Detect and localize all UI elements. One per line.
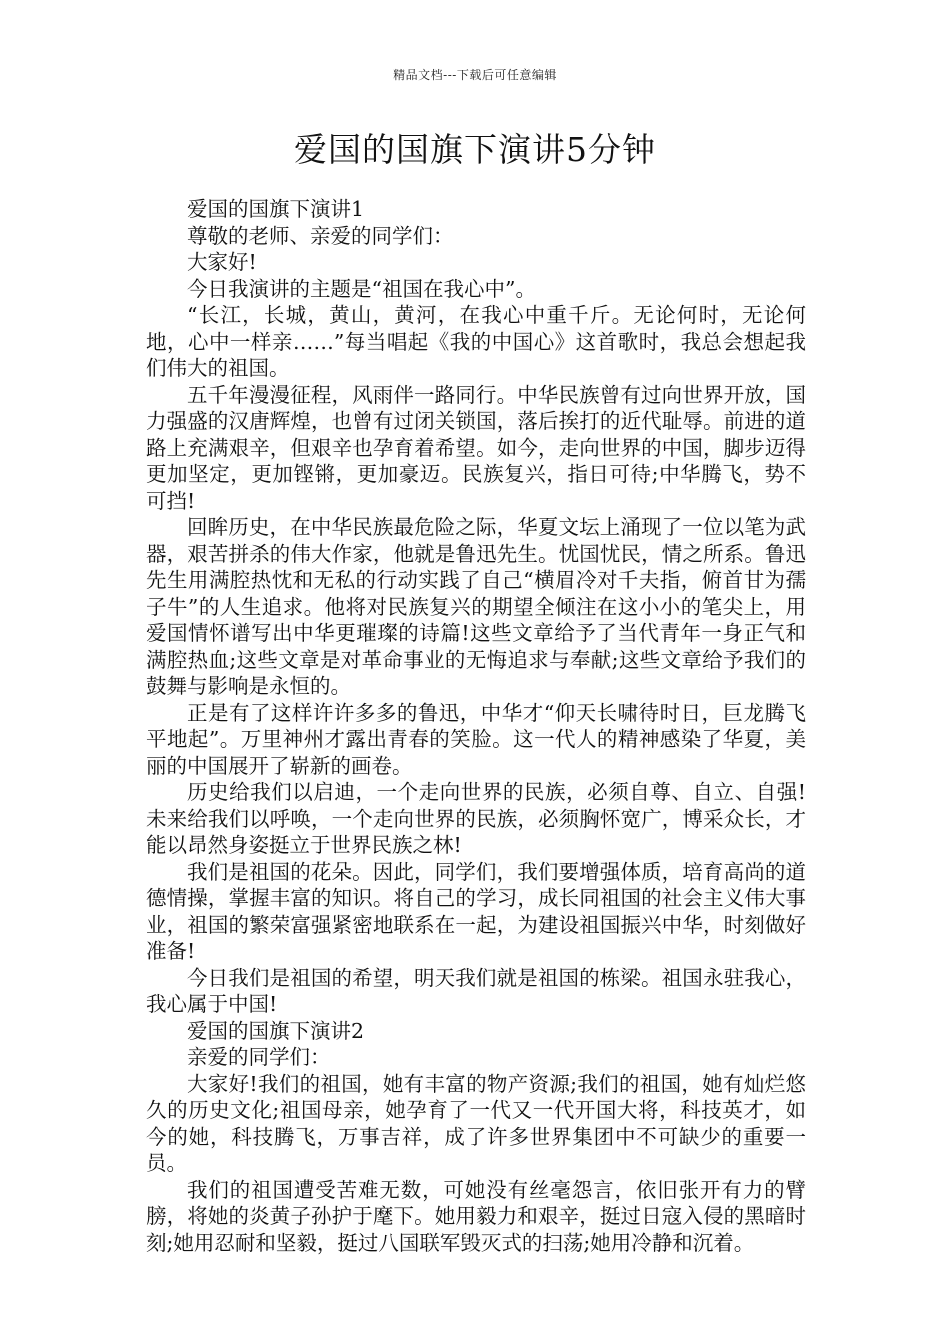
section-heading-2: 爱国的国旗下演讲2 bbox=[187, 1018, 365, 1043]
salutation: 亲爱的同学们： bbox=[187, 1045, 331, 1069]
header-note: 精品文档---下载后可任意编辑 bbox=[393, 68, 557, 82]
paragraph: 回眸历史，在中华民族最危险之际，华夏文坛上涌现了一位以笔为武器，艰苦拼杀的伟大作家，他就是鲁迅先生。忧国忧民，情之所系。鲁迅先生用满腔热忱和无私的行动实践了自己“横眉冷对千夫指，俯首甘为孺子牛”的人生追求。他将对民族复兴的期望全倾注在这小小的笔尖上，用爱国情怀谱写出中华更璀璨的诗篇!这些文章给予了当代青年一身正气和满腔热血;这些文章是对革命事业的无悔追求与奉献;这些文章给予我们的鼓舞与影响是永恒的。 bbox=[146, 515, 806, 698]
document-body bbox=[146, 196, 806, 1256]
paragraph: 今日我演讲的主题是“祖国在我心中”。 bbox=[187, 276, 536, 301]
document-title: 爱国的国旗下演讲5分钟 bbox=[294, 130, 656, 169]
paragraph: 我们的祖国遭受苦难无数，可她没有丝毫怨言，依旧张开有力的臂膀，将她的炎黄子孙护于麾下。她用毅力和艰辛，挺过日寇入侵的黑暗时刻;她用忍耐和坚毅，挺过八国联军毁灭式的扫荡;她用冷静和沉着。 bbox=[146, 1177, 806, 1255]
greeting: 大家好! bbox=[187, 250, 257, 274]
section-heading-1: 爱国的国旗下演讲1 bbox=[187, 197, 365, 221]
paragraph: 今日我们是祖国的希望，明天我们就是祖国的栋梁。祖国永驻我心，我心属于中国! bbox=[146, 965, 806, 1016]
paragraph: 我们是祖国的花朵。因此，同学们，我们要增强体质，培育高尚的道德情操，掌握丰富的知识。将自己的学习，成长同祖国的社会主义伟大事业，祖国的繁荣富强紧密地联系在一起，为建设祖国振兴中华，时刻做好准备! bbox=[146, 859, 806, 963]
paragraph: 五千年漫漫征程，风雨伴一路同行。中华民族曾有过向世界开放，国力强盛的汉唐辉煌，也曾有过闭关锁国，落后挨打的近代耻辱。前进的道路上充满艰辛，但艰辛也孕育着希望。如今，走向世界的中国，脚步迈得更加坚定，更加铿锵，更加豪迈。民族复兴，指日可待;中华腾飞，势不可挡! bbox=[146, 382, 806, 513]
paragraph: “长江，长城，黄山，黄河，在我心中重千斤。无论何时，无论何地，心中一样亲……”每当唱起《我的中国心》这首歌时，我总会想起我们伟大的祖国。 bbox=[146, 303, 806, 380]
paragraph: 历史给我们以启迪，一个走向世界的民族，必须自尊、自立、自强!未来给我们以呼唤，一个走向世界的民族，必须胸怀宽广，博采众长，才能以昂然身姿挺立于世界民族之林! bbox=[146, 780, 806, 857]
paragraph: 正是有了这样许许多多的鲁迅，中华才“仰天长啸待时日，巨龙腾飞平地起”。万里神州才露出青春的笑脸。这一代人的精神感染了华夏，美丽的中国展开了崭新的画卷。 bbox=[146, 700, 806, 778]
salutation: 尊敬的老师、亲爱的同学们： bbox=[187, 223, 454, 248]
paragraph: 大家好!我们的祖国，她有丰富的物产资源;我们的祖国，她有灿烂悠久的历史文化;祖国母亲，她孕育了一代又一代开国大将，科技英才，如今的她，科技腾飞，万事吉祥，成了许多世界集团中不可缺少的重要一员。 bbox=[146, 1071, 806, 1175]
